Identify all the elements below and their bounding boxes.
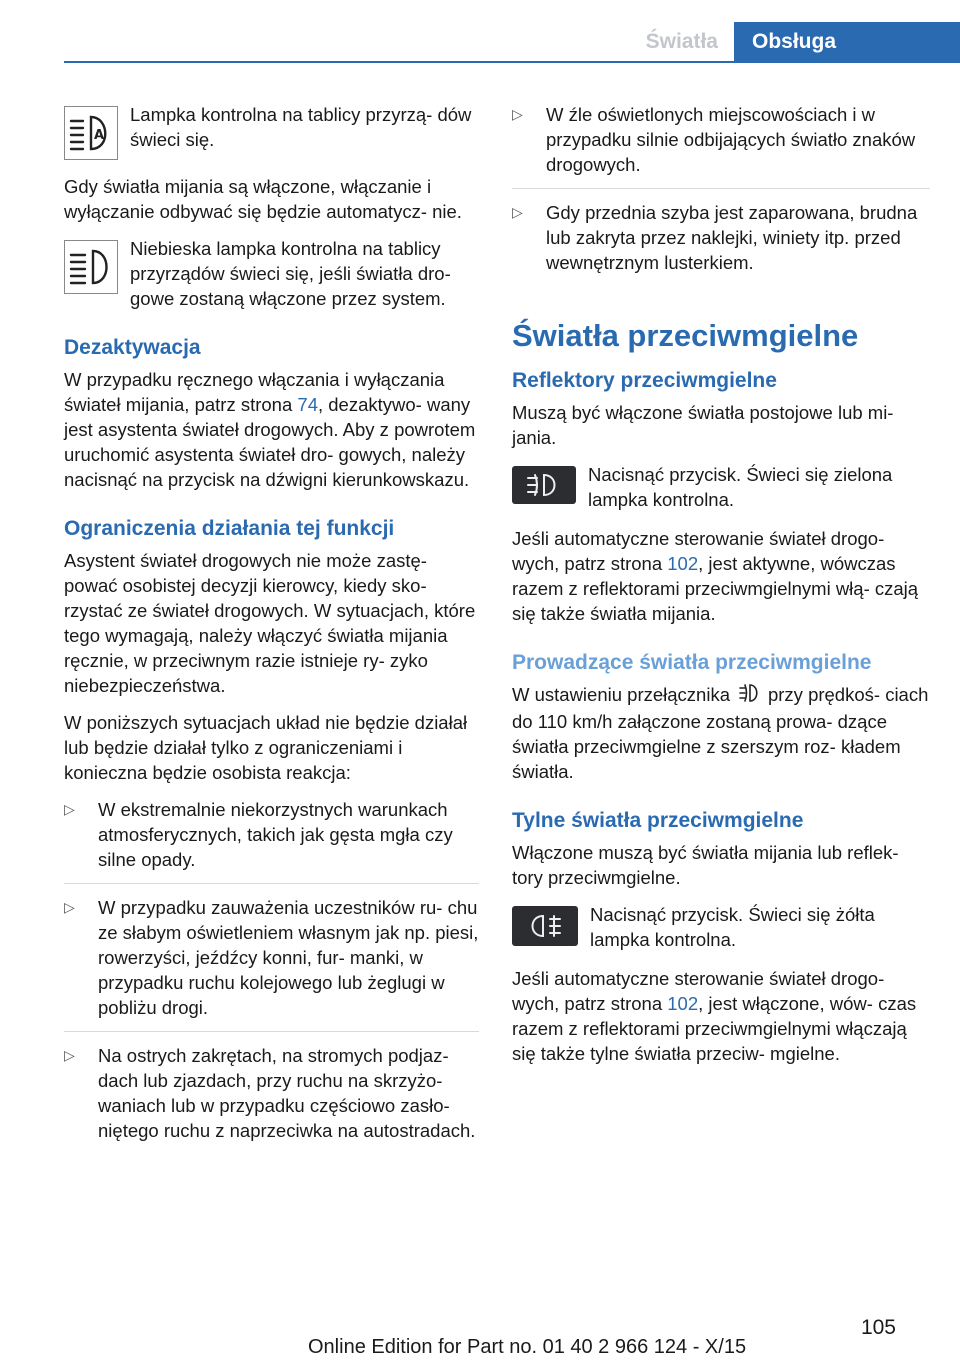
page-number: 105 — [860, 1316, 896, 1339]
high-beam-icon — [64, 240, 118, 294]
header-tabs — [628, 22, 960, 62]
paragraph-limitations-1: Asystent świateł drogowych nie może zastę‐ pować osobistej decyzji kierowcy, kiedy sko‐ rzystać ze świateł drogowych. W sytuacjach, które tego wymagają, należy włączyć światła mijania ręcznie, w przeciwnym razie istnieje ry‐ zyko niebezpieczeństwa. — [64, 550, 476, 696]
tab-active[interactable]: Obsługa — [734, 22, 960, 62]
front-fog-button-block — [512, 462, 930, 512]
page-link-74[interactable]: 74 — [297, 394, 318, 415]
front-fog-light-icon[interactable] — [512, 466, 576, 504]
left-column — [64, 102, 479, 1165]
triangle-bullet-icon: ▷ — [64, 801, 75, 817]
paragraph-rear-fog-2: Jeśli automatyczne sterowanie świateł drogo‐ wych, patrz strona 102, jest włączone, wów‐ czas razem z reflektorami przeciwmgielnymi włączają się także tylne światła przeciw‐ mgielne. — [512, 968, 917, 1065]
high-beam-assist-icon — [64, 106, 118, 160]
indicator-text-1: Lampka kontrolna na tablicy przyrzą‐ dów świeci się. — [130, 104, 472, 150]
header-rule — [64, 61, 960, 63]
page-link-102[interactable]: 102 — [667, 553, 699, 574]
right-column — [512, 102, 930, 1078]
limitations-list — [64, 797, 479, 1154]
heading-limitations: Ograniczenia działania tej funkcji — [64, 517, 395, 540]
heading-rear-fog: Tylne światła przeciwmgielne — [512, 809, 804, 833]
heading-leading-fog: Prowadzące światła przeciwmgielne — [512, 651, 872, 674]
paragraph-deactivation: W przypadku ręcznego włączania i wyłączania świateł mijania, patrz strona 74, dezaktywo‐ wany jest asystenta świateł drogowych. Aby z powrotem uruchomić asystenta świateł dro‐ gowych, należy nacisnąć na przycisk na dźwigni kierunkowskazu. — [64, 369, 476, 490]
rear-fog-button-block — [512, 902, 930, 952]
list-item: ▷ Gdy przednia szyba jest zaparowana, brudna lub zakryta przez naklejki, winiety itp. przed wewnętrznym lusterkiem. — [512, 202, 918, 273]
paragraph-limitations-2: W poniższych sytuacjach układ nie będzie działał lub będzie działał tylko z ograniczeniami i konieczna będzie osobista reakcja: — [64, 712, 468, 783]
indicator-block-highbeam — [64, 236, 479, 311]
paragraph-leading-fog: W ustawieniu przełącznika przy prędkoś‐ ciach do 110 km/h załączone zostaną prowa‐ dzące światła przeciwmgielne z szerszym roz‐ kładem światła. — [512, 684, 929, 783]
triangle-bullet-icon: ▷ — [64, 1047, 75, 1063]
page-link-102-b[interactable]: 102 — [667, 993, 699, 1015]
list-item: ▷ W przypadku zauważenia uczestników ru‐ chu ze słabym oświetleniem własnym jak np. piesi, rowerzyści, jeźdźcy konni, fur‐ manki, w przypadku ruchu kolejowego lub żeglugi w pobliżu drogi. — [64, 895, 479, 1032]
tab-section[interactable]: Światła — [645, 30, 718, 53]
indicator-text-2: Niebieska lampka kontrolna na tablicy przyrządów świeci się, jeśli światła dro‐ gowe zostaną włączone przez system. — [130, 238, 451, 309]
paragraph-auto: Gdy światła mijania są włączone, włączanie i wyłączanie odbywać się będzie automatycz‐ nie. — [64, 176, 462, 222]
front-fog-button-text: Nacisnąć przycisk. Świeci się zielona lampka kontrolna. — [588, 464, 893, 510]
heading-front-fog: Reflektory przeciwmgielne — [512, 369, 777, 392]
triangle-bullet-icon: ▷ — [512, 204, 523, 220]
rear-fog-light-icon[interactable] — [512, 906, 578, 946]
list-item: ▷ W ekstremalnie niekorzystnych warunkach atmosferycznych, takich jak gęsta mgła czy silne opady. — [64, 797, 479, 884]
list-item: ▷ W źle oświetlonych miejscowościach i w przypadku silnie odbijających światło znaków drogowych. — [512, 102, 930, 189]
list-item: ▷ Na ostrych zakrętach, na stromych podjaz‐ dach lub zjazdach, przy ruchu na skrzyżo‐ waniach lub w przypadku częściowo zasło‐ niętego ruchu z naprzeciwka na autostradach. — [64, 1045, 476, 1141]
triangle-bullet-icon: ▷ — [64, 899, 75, 915]
edition-line: Online Edition for Part no. 01 40 2 966 124 - X/15 — [308, 1336, 747, 1358]
paragraph-rear-fog-1: Włączone muszą być światła mijania lub reflek‐ tory przeciwmgielne. — [512, 842, 899, 889]
indicator-block-assist — [64, 102, 479, 160]
paragraph-front-fog-2: Jeśli automatyczne sterowanie świateł drogo‐ wych, patrz strona 102, jest aktywne, wówczas razem z reflektorami przeciwmgielnymi włą‐ czają się także światła mijania. — [512, 528, 919, 624]
fog-switch-icon — [738, 683, 760, 709]
rear-fog-button-text: Nacisnąć przycisk. Świeci się żółta lampka kontrolna. — [590, 904, 875, 951]
limitations-list-cont — [512, 102, 930, 286]
triangle-bullet-icon: ▷ — [512, 106, 523, 122]
paragraph-front-fog-1: Muszą być włączone światła postojowe lub mi‐ jania. — [512, 402, 894, 448]
svg-text:A: A — [94, 128, 105, 143]
heading-deactivation: Dezaktywacja — [64, 336, 201, 359]
heading-fog-lights: Światła przeciwmgielne — [512, 318, 859, 353]
